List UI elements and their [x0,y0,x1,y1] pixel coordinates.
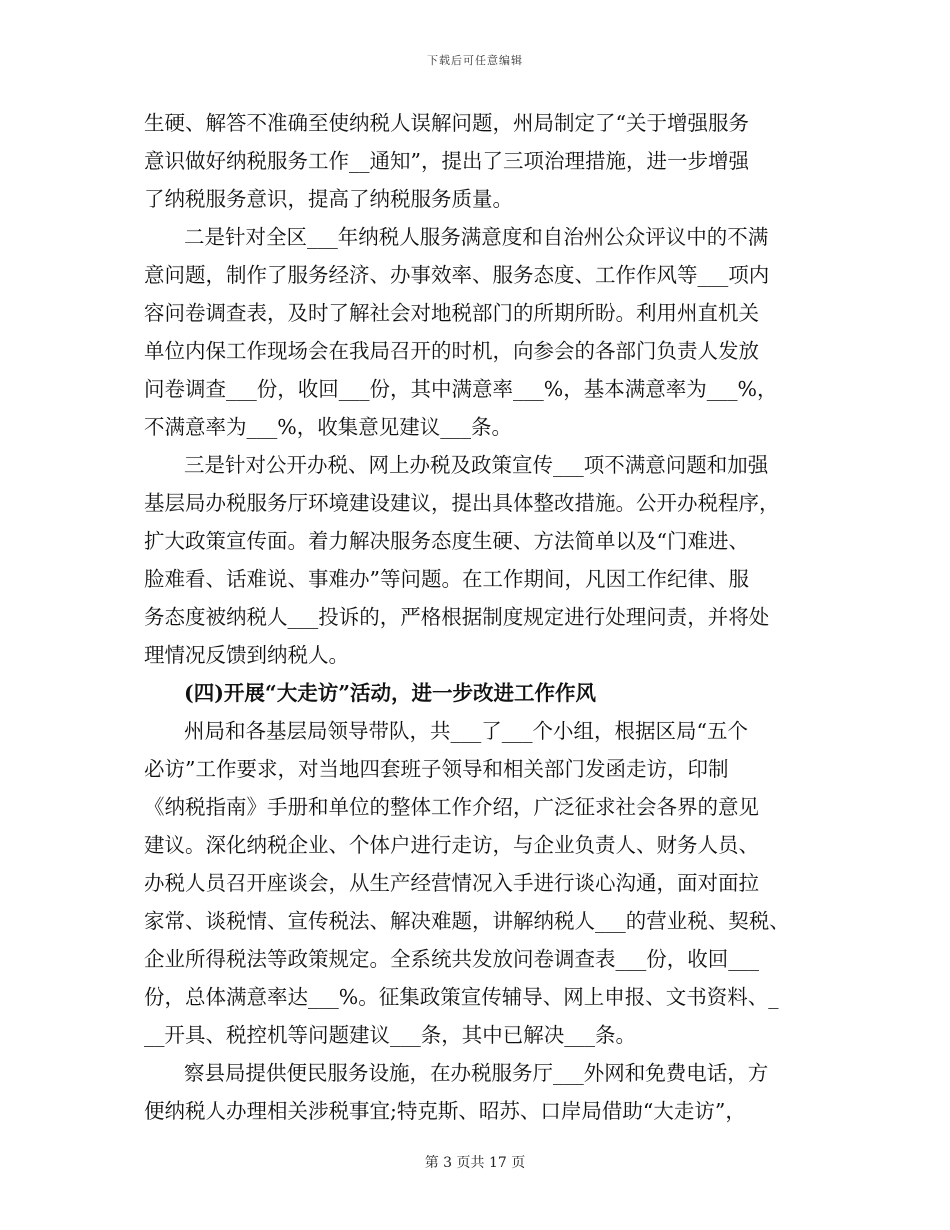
text-line: 便纳税人办理相关涉税事宜;特克斯、昭苏、口岸局借助“大走访”， [144,1099,746,1123]
text-line: 建议。深化纳税企业、个体户进行走访，与企业负责人、财务人员、 [144,833,759,857]
text-line: 务态度被纳税人___投诉的，严格根据制度规定进行处理问责，并将处 [144,605,770,629]
text-line: 家常、谈税情、宣传税法、解决难题，讲解纳税人___的营业税、契税、 [144,909,790,933]
text-line: 问卷调查___份，收回___份，其中满意率___%，基本满意率为___%， [144,377,778,401]
section-heading: (四)开展“大走访”活动，进一步改进工作作风 [184,681,596,705]
text-line: 不满意率为___%，收集意见建议___条。 [144,415,512,439]
page-header: 下载后可任意编辑 [427,54,523,67]
text-line: 必访”工作要求，对当地四套班子领导和相关部门发函走访，印制 [144,757,729,781]
text-line: 份，总体满意率达___%。征集政策宣传辅导、网上申报、文书资料、_ [144,985,779,1009]
paragraph-start-line: 三是针对公开办税、网上办税及政策宣传___项不满意问题和加强 [184,453,769,477]
text-line: 办税人员召开座谈会，从生产经营情况入手进行谈心沟通，面对面拉 [144,871,759,895]
text-line: 企业所得税法等政策规定。全系统共发放问卷调查表___份，收回___ [144,947,759,971]
text-line: 容问卷调查表，及时了解社会对地税部门的所期所盼。利用州直机关 [144,301,759,325]
page-footer: 第 3 页共 17 页 [424,1155,526,1171]
paragraph-start-line: 州局和各基层局领导带队，共___了___个小组，根据区局“五个 [184,719,748,743]
document-body [144,104,816,1130]
text-line: 意识做好纳税服务工作__通知”，提出了三项治理措施，进一步增强 [144,149,749,173]
text-line: __开具、税控机等问题建议___条，其中已解决___条。 [144,1023,636,1047]
text-line: 《纳税指南》手册和单位的整体工作介绍，广泛征求社会各界的意见 [144,795,759,819]
text-line: 单位内保工作现场会在我局召开的时机，向参会的各部门负责人发放 [144,339,759,363]
text-line: 扩大政策宣传面。着力解决服务态度生硬、方法简单以及“门难进、 [144,529,749,553]
text-line: 脸难看、话难说、事难办”等问题。在工作期间，凡因工作纪律、服 [144,567,749,591]
text-line: 了纳税服务意识，提高了纳税服务质量。 [144,187,513,211]
text-line: 基层局办税服务厅环境建设建议，提出具体整改措施。公开办税程序， [144,491,780,515]
text-line: 理情况反馈到纳税人。 [144,643,349,667]
paragraph-start-line: 二是针对全区___年纳税人服务满意度和自治州公众评议中的不满 [184,225,769,249]
paragraph-start-line: 察县局提供便民服务设施，在办税服务厅___外网和免费电话，方 [184,1061,769,1085]
text-line: 意问题，制作了服务经济、办事效率、服务态度、工作作风等___项内 [144,263,770,287]
text-line: 生硬、解答不准确至使纳税人误解问题，州局制定了“关于增强服务 [144,111,749,135]
